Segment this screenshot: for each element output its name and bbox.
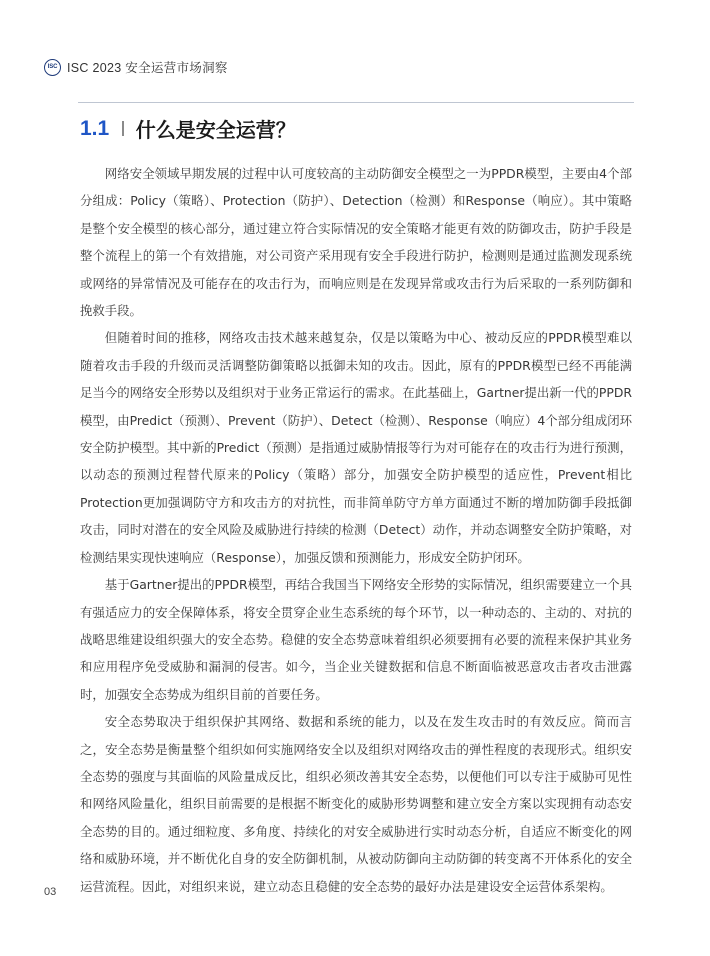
page-number: 03	[44, 886, 57, 898]
paragraph: 但随着时间的推移，网络攻击技术越来越复杂，仅是以策略为中心、被动反应的PPDR模型难以随着攻击手段的升级而灵活调整防御策略以抵御未知的攻击。因此，原有的PPDR模型已经不再能满足当今的网络安全形势以及组织对于业务正常运行的需求。在此基础上，Gartner提出新一代的PPDR模型，由Predict（预测）、Prevent（防护）、Detect（检测）、Response（响应）4个部分组成闭环安全防护模型。其中新的Predict（预测）是指通过威胁情报等行为对可能存在的攻击行为进行预测，以动态的预测过程替代原来的Policy（策略）部分，加强安全防护模型的适应性，Prevent相比Protection更加强调防守方和攻击方的对抗性，而非简单防守方单方面通过不断的增加防御手段抵御攻击，同时对潜在的安全风险及威胁进行持续的检测（Detect）动作，并动态调整安全防护策略，对检测结果实现快速响应（Response），加强反馈和预测能力，形成安全防护闭环。	[80, 330, 632, 565]
header-divider	[78, 102, 634, 103]
paragraph: 网络安全领域早期发展的过程中认可度较高的主动防御安全模型之一为PPDR模型，主要由4个部分组成：Policy（策略）、Protection（防护）、Detection（检测）和Response（响应）。其中策略是整个安全模型的核心部分，通过建立符合实际情况的安全策略才能更有效的防御攻击，防护手段是整个流程上的第一个有效措施，对公司资产采用现有安全手段进行防护，检测则是通过监测发现系统或网络的异常情况及可能存在的攻击行为，而响应则是在发现异常或攻击行为后采取的一系列防御和挽救手段。	[80, 166, 632, 319]
section-separator	[122, 121, 124, 136]
section-heading	[80, 114, 296, 143]
isc-logo: ISC	[44, 59, 61, 76]
paragraph: 基于Gartner提出的PPDR模型，再结合我国当下网络安全形势的实际情况，组织需要建立一个具有强适应力的安全保障体系，将安全贯穿企业生态系统的每个环节，以一种动态的、主动的、对抗的战略思维建设组织强大的安全态势。稳健的安全态势意味着组织必须要拥有必要的流程来保护其业务和应用程序免受威胁和漏洞的侵害。如今，当企业关键数据和信息不断面临被恶意攻击者攻击泄露时，加强安全态势成为组织目前的首要任务。	[80, 577, 632, 702]
paragraph: 安全态势取决于组织保护其网络、数据和系统的能力，以及在发生攻击时的有效反应。简而言之，安全态势是衡量整个组织如何实施网络安全以及组织对网络攻击的弹性程度的表现形式。组织安全态势的强度与其面临的风险量成反比，组织必须改善其安全态势，以便他们可以专注于威胁可见性和网络风险量化，组织目前需要的是根据不断变化的威胁形势调整和建立安全方案以实现拥有动态安全态势的目的。通过细粒度、多角度、持续化的对安全威胁进行实时动态分析，自适应不断变化的网络和威胁环境，并不断优化自身的安全防御机制，从被动防御向主动防御的转变离不开体系化的安全运营流程。因此，对组织来说，建立动态且稳健的安全态势的最好办法是建设安全运营体系架构。	[80, 714, 632, 894]
document-title: ISC 2023 安全运营市场洞察	[67, 61, 228, 75]
section-number: 1.1	[80, 116, 110, 140]
body-text	[80, 160, 632, 900]
section-title: 什么是安全运营？	[135, 118, 296, 142]
document-header	[44, 58, 228, 76]
